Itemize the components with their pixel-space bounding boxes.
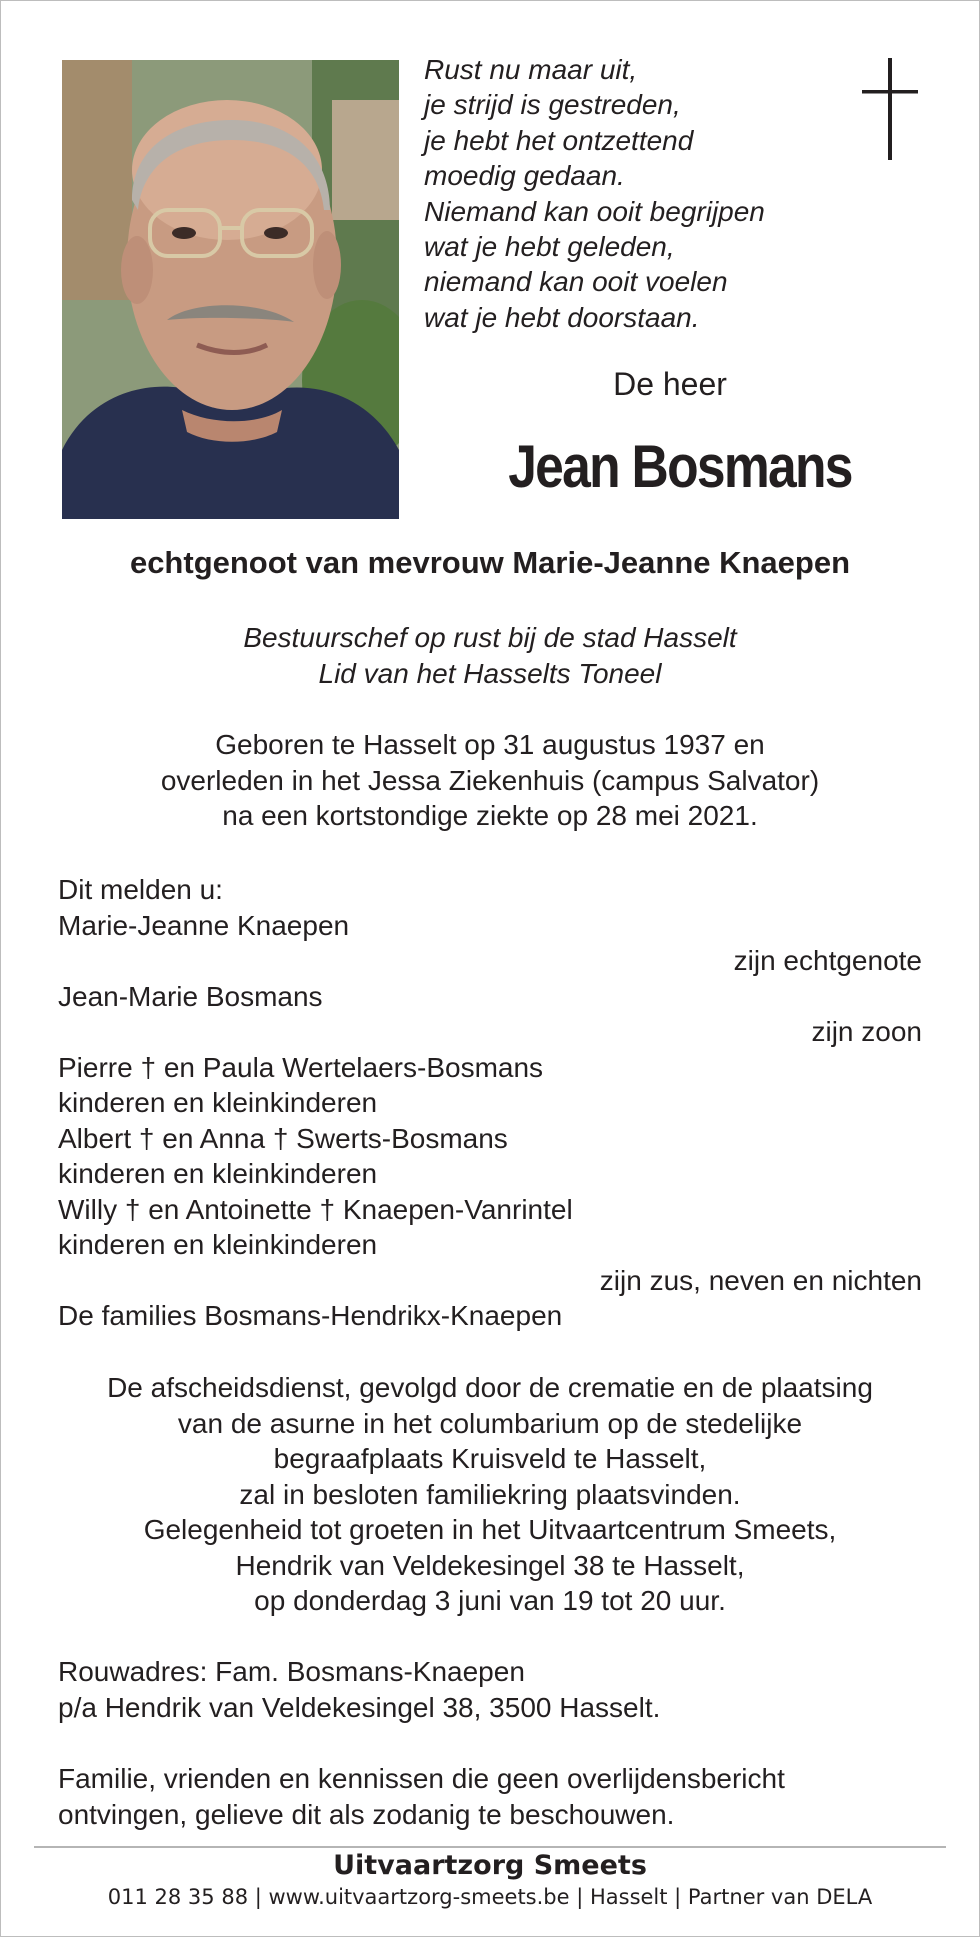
date-line: na een kortstondige ziekte op 28 mei 2021. [222, 800, 758, 831]
funeral-company-contact: 011 28 35 88 | www.uitvaartzorg-smeets.be | Hasselt | Partner van DELA [107, 1885, 873, 1909]
ceremony-details [0, 1370, 980, 1619]
deceased-name: Jean Bosmans [508, 433, 852, 500]
family-row: Pierre † en Paula Wertelaers-Bosmans [58, 1051, 544, 1083]
notice [58, 1761, 938, 1832]
family-relation: zijn zoon [811, 1016, 922, 1047]
ceremony-line: De afscheidsdienst, gevolgd door de crematie en de plaatsing [107, 1372, 873, 1403]
family-row: Albert † en Anna † Swerts-Bosmans [58, 1122, 508, 1154]
poem-line: je strijd is gestreden, [424, 89, 681, 121]
family-relation: zijn zus, neven en nichten [599, 1264, 922, 1296]
notice-line: Familie, vrienden en kennissen die geen overlijdensbericht [58, 1763, 785, 1794]
family-relation: zijn echtgenote [733, 945, 922, 976]
family-row: Willy † en Antoinette † Knaepen-Vanrintel [58, 1193, 573, 1225]
family-intro: Dit melden u: [58, 874, 223, 905]
latin-cross-icon [860, 58, 920, 160]
role-line: Lid van het Hasselts Toneel [318, 657, 662, 689]
funeral-company-name: Uitvaartzorg Smeets [333, 1850, 647, 1881]
poem-line: niemand kan ooit voelen [424, 266, 728, 298]
poem-line: wat je hebt doorstaan. [424, 301, 700, 333]
poem-line: Rust nu maar uit, [424, 54, 638, 85]
date-line: overleden in het Jessa Ziekenhuis (campus Salvator) [160, 764, 820, 796]
address-line: p/a Hendrik van Veldekesingel 38, 3500 Hasselt. [58, 1691, 661, 1723]
ceremony-line: begraafplaats Kruisveld te Hasselt, [273, 1443, 707, 1474]
title-prefix: De heer [613, 366, 727, 402]
poem-line: wat je hebt geleden, [424, 231, 675, 263]
ceremony-line: zal in besloten familiekring plaatsvinden. [239, 1478, 741, 1510]
mourning-address [58, 1654, 938, 1725]
family-row: Jean-Marie Bosmans [58, 980, 323, 1012]
poem [424, 52, 844, 335]
family-list [58, 872, 922, 1334]
family-row: De families Bosmans-Hendrikx-Knaepen [58, 1300, 563, 1331]
family-row: Marie-Jeanne Knaepen [58, 909, 350, 941]
family-row: kinderen en kleinkinderen [58, 1229, 378, 1260]
ceremony-line: Hendrik van Veldekesingel 38 te Hasselt, [235, 1549, 745, 1581]
roles [0, 620, 980, 691]
role-line: Bestuurschef op rust bij de stad Hasselt [243, 622, 737, 653]
ceremony-line: van de asurne in het columbarium op de stedelijke [177, 1407, 803, 1439]
poem-line: je hebt het ontzettend [424, 124, 694, 156]
address-line: Rouwadres: Fam. Bosmans-Knaepen [58, 1656, 525, 1687]
date-line: Geboren te Hasselt op 31 augustus 1937 en [215, 729, 765, 760]
dates [0, 727, 980, 834]
portrait-illustration [62, 60, 399, 519]
family-row: kinderen en kleinkinderen [58, 1158, 378, 1189]
footer-divider [34, 1846, 946, 1848]
notice-line: ontvingen, gelieve dit als zodanig te beschouwen. [58, 1798, 675, 1830]
poem-line: moedig gedaan. [424, 160, 625, 192]
portrait-photo [62, 60, 399, 519]
spouse-line: echtgenoot van mevrouw Marie-Jeanne Knaepen [129, 545, 851, 580]
ceremony-line: op donderdag 3 juni van 19 tot 20 uur. [254, 1585, 726, 1616]
ceremony-line: Gelegenheid tot groeten in het Uitvaartcentrum Smeets, [143, 1514, 837, 1545]
poem-line: Niemand kan ooit begrijpen [424, 195, 765, 227]
family-row: kinderen en kleinkinderen [58, 1087, 378, 1118]
